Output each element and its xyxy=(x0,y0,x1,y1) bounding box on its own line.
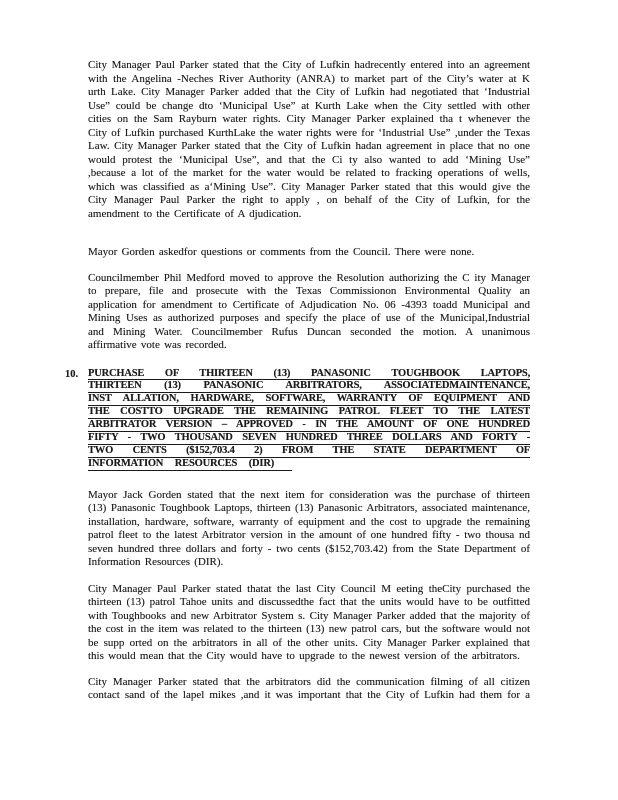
agenda-item-10 xyxy=(65,367,530,471)
heading-line-8: INFORMATION RESOURCES (DIR) xyxy=(88,458,292,471)
paragraph-arbitrators-filming: City Manager Parker stated that the arbitrators did the communication filming of all citizen contact sand of the lapel mikes ,and it was important that the City of Lufkin had them for a xyxy=(88,675,530,702)
paragraph-mayor-questions: Mayor Gorden askedfor questions or comments from the Council. There were none. xyxy=(88,246,475,258)
heading-line-1: PURCHASE OF THIRTEEN (13) PANASONIC TOUGHBOOK LAPTOPS, xyxy=(88,367,530,379)
agenda-item-number: 10. xyxy=(65,368,79,380)
heading-line-7: TWO CENTS ($152,703.4 2) FROM THE STATE DEPARTMENT OF xyxy=(88,444,530,456)
paragraph-tahoe-units: City Manager Paul Parker stated thatat the last City Council M eeting theCity purchased the thirteen (13) patrol Tahoe units and discussedthe fact that the units would have to be outfitted with Toughbooks and new Arbitrator System s. City Manager Parker added that the majority of the cost in the item was related to the thirteen (13) new patrol cars, but the software would not be supp orted on the arbitrators in all of the other units. City Manager Parker explained that this would mean that the City would have to upgrade to the newest version of the arbitrators. xyxy=(88,582,530,663)
heading-line-6: FIFTY - TWO THOUSAND SEVEN HUNDRED THREE DOLLARS AND FORTY - xyxy=(88,432,530,444)
minutes-text-block xyxy=(65,59,530,703)
heading-line-4: THE COSTTO UPGRADE THE REMAINING PATROL FLEET TO THE LATEST xyxy=(88,406,530,418)
paragraph-motion-resolution: Councilmember Phil Medford moved to approve the Resolution authorizing the C ity Manager to prepare, file and prosecute with the Texas Commissionon Environmental Quality an application for amendment to Certificate of Adjudication No. 06 -4393 toadd Municipal and Mining Uses as authorized purposes and specify the place of use of the Municipal,Industrial and Mining Water. Councilmember Rufus Duncan seconded the motion. A unanimous affirmative vote was recorded. xyxy=(88,271,530,351)
paragraph-item-introduction: Mayor Jack Gorden stated that the next item for consideration was the purchase of thirteen (13) Panasonic Toughbook Laptops, thirteen (13) Panasonic Arbitrators, associated maintenance, installation, hardware, software, warranty of equipment and the cost to upgrade the remaining patrol fleet to the latest Arbitrator version in the amount of one hundred fifty - two thousa nd seven hundred three dollars and forty - two cents ($152,703.42) from the State Department of Information Resources (DIR). xyxy=(88,488,530,569)
agenda-item-heading xyxy=(88,368,530,471)
heading-line-2: THIRTEEN (13) PANASONIC ARBITRATORS, ASSOCIATEDMAINTENANCE, xyxy=(88,380,530,392)
heading-line-3: INST ALLATION, HARDWARE, SOFTWARE, WARRANTY OF EQUIPMENT AND xyxy=(88,393,530,405)
heading-line-5: ARBITRATOR VERSION – APPROVED - IN THE AMOUNT OF ONE HUNDRED xyxy=(88,419,530,431)
paragraph-water-agreement: City Manager Paul Parker stated that the City of Lufkin hadrecently entered into an agreement with the Angelina -Neches River Authority (ANRA) to market part of the City’s water at K urth Lake. City Manager Parker added that the City of Lufkin had negotiated that ‘Industrial Use” could be change dto ‘Municipal Use” at Kurth Lake when the City settled with other cities on the Sam Rayburn water rights. City Manager Parker explained tha t whenever the City of Lufkin purchased KurthLake the water rights were for ‘Industrial Use” ,under the Texas Law. City Manager Parker stated that the City of Lufkin hadan agreement in place that no one would protest the ‘Municipal Use”, and that the Ci ty also wanted to add ‘Mining Use” ,because a lot of the market for the water would be related to fracking operations of wells, which was classified as a‘Mining Use”. City Manager Parker stated that this would give the City Manager Paul Parker the right to apply , on behalf of the City of Lufkin, for the amendment to the Certificate of A djudication. xyxy=(88,59,530,220)
